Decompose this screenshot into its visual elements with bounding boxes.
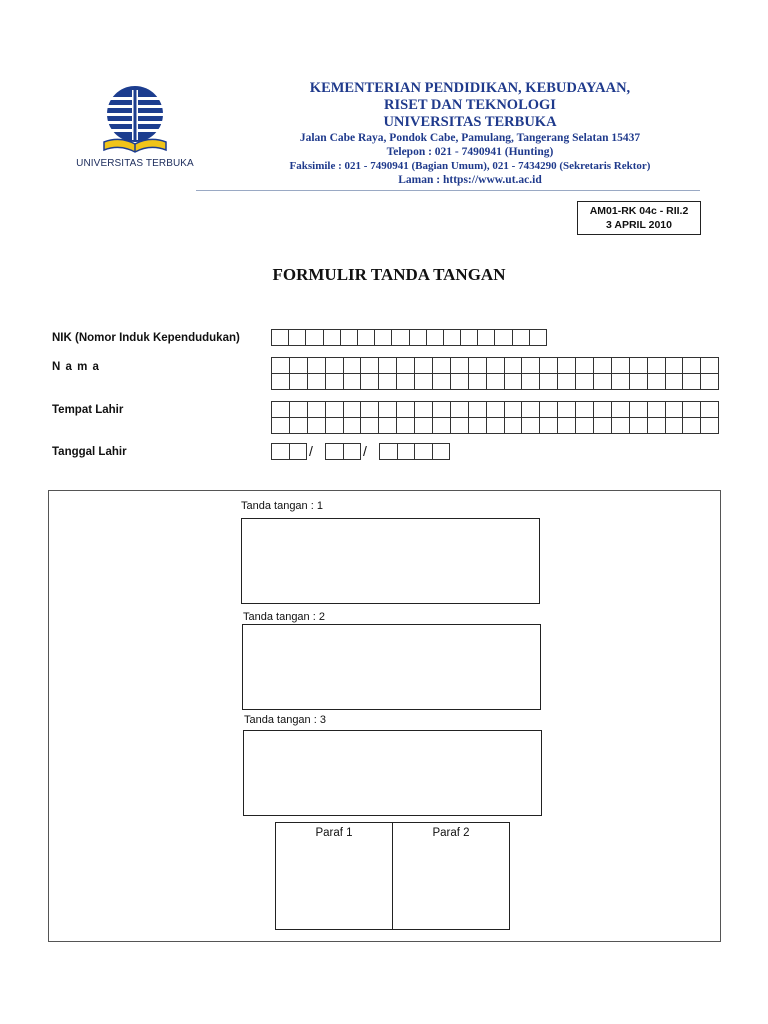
char-box[interactable] [504, 401, 523, 418]
char-box[interactable] [450, 401, 469, 418]
char-box[interactable] [494, 329, 512, 346]
char-box[interactable] [360, 373, 379, 390]
char-box[interactable] [443, 329, 461, 346]
char-box[interactable] [593, 417, 612, 434]
char-box[interactable] [360, 417, 379, 434]
char-box[interactable] [647, 417, 666, 434]
char-box[interactable] [521, 401, 540, 418]
char-box[interactable] [486, 357, 505, 374]
header-ministry: KEMENTERIAN PENDIDIKAN, KEBUDAYAAN, [309, 80, 631, 96]
char-box[interactable] [665, 357, 684, 374]
char-box[interactable] [271, 417, 290, 434]
char-box[interactable] [374, 329, 392, 346]
header-divider [196, 190, 700, 191]
date-separator: / [363, 443, 367, 459]
document-code: AM01-RK 04c - RII.2 [589, 205, 689, 217]
char-box[interactable] [529, 329, 547, 346]
header-phone: Telepon : 021 - 7490941 (Hunting) [386, 146, 554, 158]
char-box[interactable] [647, 373, 666, 390]
char-box[interactable] [486, 417, 505, 434]
char-box-row [271, 401, 718, 418]
char-box[interactable] [288, 329, 306, 346]
signature-2-label: Tanda tangan : 2 [243, 611, 325, 623]
char-box[interactable] [325, 401, 344, 418]
tanggal-lahir-label: Tanggal Lahir [52, 446, 127, 458]
char-box-row [271, 357, 718, 374]
char-box[interactable] [539, 357, 558, 374]
char-box[interactable] [325, 417, 344, 434]
university-emblem-icon [100, 84, 170, 158]
char-box[interactable] [700, 357, 719, 374]
char-box[interactable] [378, 357, 397, 374]
paraf-1-label: Paraf 1 [315, 827, 353, 839]
char-box[interactable] [432, 443, 451, 460]
char-box[interactable] [629, 357, 648, 374]
paraf-2-box[interactable] [392, 823, 509, 929]
char-box[interactable] [432, 357, 451, 374]
char-box[interactable] [611, 373, 630, 390]
header-university: UNIVERSITAS TERBUKA [383, 114, 557, 130]
char-box[interactable] [307, 401, 326, 418]
char-box[interactable] [682, 357, 701, 374]
char-box[interactable] [414, 417, 433, 434]
char-box[interactable] [409, 329, 427, 346]
char-box[interactable] [396, 373, 415, 390]
char-box[interactable] [378, 401, 397, 418]
char-box[interactable] [629, 373, 648, 390]
char-box[interactable] [557, 417, 576, 434]
char-box[interactable] [700, 373, 719, 390]
char-box[interactable] [629, 417, 648, 434]
char-box[interactable] [468, 401, 487, 418]
char-box[interactable] [343, 443, 362, 460]
char-box[interactable] [575, 373, 594, 390]
char-box[interactable] [325, 373, 344, 390]
header-fax: Faksimile : 021 - 7490941 (Bagian Umum), 021 - 7434290 (Sekretaris Rektor) [289, 160, 651, 172]
char-box[interactable] [289, 443, 308, 460]
char-box[interactable] [665, 373, 684, 390]
char-box[interactable] [611, 401, 630, 418]
char-box[interactable] [557, 357, 576, 374]
char-box[interactable] [512, 329, 530, 346]
char-box[interactable] [486, 401, 505, 418]
char-box[interactable] [396, 417, 415, 434]
char-box[interactable] [700, 401, 719, 418]
form-title: FORMULIR TANDA TANGAN [272, 265, 506, 284]
tempat-lahir-label: Tempat Lahir [52, 404, 124, 416]
char-box[interactable] [682, 373, 701, 390]
day-input-grid[interactable] [271, 443, 306, 460]
char-box[interactable] [343, 373, 362, 390]
char-box[interactable] [426, 329, 444, 346]
char-box[interactable] [391, 329, 409, 346]
char-box[interactable] [323, 329, 341, 346]
char-box[interactable] [414, 373, 433, 390]
char-box[interactable] [325, 357, 344, 374]
char-box[interactable] [271, 329, 289, 346]
char-box[interactable] [378, 417, 397, 434]
nama-label: N a m a [52, 361, 100, 373]
signature-1-box[interactable] [241, 518, 540, 604]
char-box[interactable] [432, 373, 451, 390]
header-ministry-2: RISET DAN TEKNOLOGI [384, 97, 556, 113]
char-box[interactable] [504, 357, 523, 374]
char-box[interactable] [307, 417, 326, 434]
char-box[interactable] [468, 373, 487, 390]
header-website: Laman : https://www.ut.ac.id [398, 174, 542, 186]
char-box[interactable] [397, 443, 416, 460]
char-box[interactable] [396, 401, 415, 418]
signature-2-box[interactable] [242, 624, 541, 710]
char-box[interactable] [414, 401, 433, 418]
char-box[interactable] [477, 329, 495, 346]
char-box[interactable] [665, 401, 684, 418]
char-box[interactable] [468, 357, 487, 374]
char-box[interactable] [271, 357, 290, 374]
char-box[interactable] [539, 401, 558, 418]
year-input-grid[interactable] [379, 443, 449, 460]
char-box[interactable] [593, 373, 612, 390]
char-box[interactable] [432, 401, 451, 418]
char-box[interactable] [307, 357, 326, 374]
signature-1-label: Tanda tangan : 1 [241, 500, 323, 512]
paraf-2-label: Paraf 2 [432, 827, 470, 839]
char-box[interactable] [305, 329, 323, 346]
char-box[interactable] [379, 443, 398, 460]
char-box[interactable] [325, 443, 344, 460]
char-box[interactable] [682, 417, 701, 434]
char-box[interactable] [611, 417, 630, 434]
char-box[interactable] [357, 329, 375, 346]
char-box[interactable] [539, 373, 558, 390]
char-box[interactable] [460, 329, 478, 346]
char-box[interactable] [396, 357, 415, 374]
date-separator: / [309, 443, 313, 459]
char-box[interactable] [521, 373, 540, 390]
char-box[interactable] [468, 417, 487, 434]
logo-text: UNIVERSITAS TERBUKA [76, 158, 194, 169]
char-box[interactable] [629, 401, 648, 418]
document-code-box [577, 201, 701, 235]
nik-input-grid[interactable] [271, 329, 546, 346]
char-box[interactable] [557, 373, 576, 390]
char-box[interactable] [432, 417, 451, 434]
char-box[interactable] [504, 417, 523, 434]
char-box[interactable] [343, 417, 362, 434]
header-address: Jalan Cabe Raya, Pondok Cabe, Pamulang, Tangerang Selatan 15437 [299, 132, 641, 144]
char-box[interactable] [340, 329, 358, 346]
char-box[interactable] [271, 443, 290, 460]
char-box[interactable] [575, 417, 594, 434]
char-box[interactable] [575, 401, 594, 418]
char-box[interactable] [504, 373, 523, 390]
tempat-lahir-input-grid[interactable] [271, 401, 718, 434]
char-box[interactable] [307, 373, 326, 390]
char-box-row [271, 417, 718, 434]
char-box[interactable] [682, 401, 701, 418]
char-box[interactable] [289, 357, 308, 374]
month-input-grid[interactable] [325, 443, 360, 460]
char-box[interactable] [343, 357, 362, 374]
char-box[interactable] [414, 443, 433, 460]
paraf-1-box[interactable] [276, 823, 392, 929]
char-box[interactable] [450, 417, 469, 434]
char-box[interactable] [378, 373, 397, 390]
char-box[interactable] [343, 401, 362, 418]
char-box[interactable] [647, 401, 666, 418]
char-box[interactable] [289, 373, 308, 390]
nama-input-grid[interactable] [271, 357, 718, 390]
char-box[interactable] [521, 417, 540, 434]
char-box[interactable] [486, 373, 505, 390]
char-box-row [271, 373, 718, 390]
char-box[interactable] [414, 357, 433, 374]
char-box[interactable] [289, 417, 308, 434]
document-date: 3 APRIL 2010 [606, 219, 672, 231]
char-box[interactable] [360, 401, 379, 418]
char-box[interactable] [289, 401, 308, 418]
char-box[interactable] [593, 401, 612, 418]
char-box[interactable] [593, 357, 612, 374]
char-box[interactable] [665, 417, 684, 434]
paraf-table [275, 822, 510, 930]
nik-label: NIK (Nomor Induk Kependudukan) [52, 332, 240, 344]
char-box[interactable] [557, 401, 576, 418]
char-box[interactable] [539, 417, 558, 434]
char-box[interactable] [450, 373, 469, 390]
char-box[interactable] [360, 357, 379, 374]
char-box[interactable] [271, 401, 290, 418]
signature-3-label: Tanda tangan : 3 [244, 714, 326, 726]
char-box[interactable] [521, 357, 540, 374]
char-box[interactable] [700, 417, 719, 434]
char-box[interactable] [450, 357, 469, 374]
char-box[interactable] [611, 357, 630, 374]
char-box[interactable] [647, 357, 666, 374]
signature-3-box[interactable] [243, 730, 542, 816]
char-box[interactable] [575, 357, 594, 374]
char-box[interactable] [271, 373, 290, 390]
